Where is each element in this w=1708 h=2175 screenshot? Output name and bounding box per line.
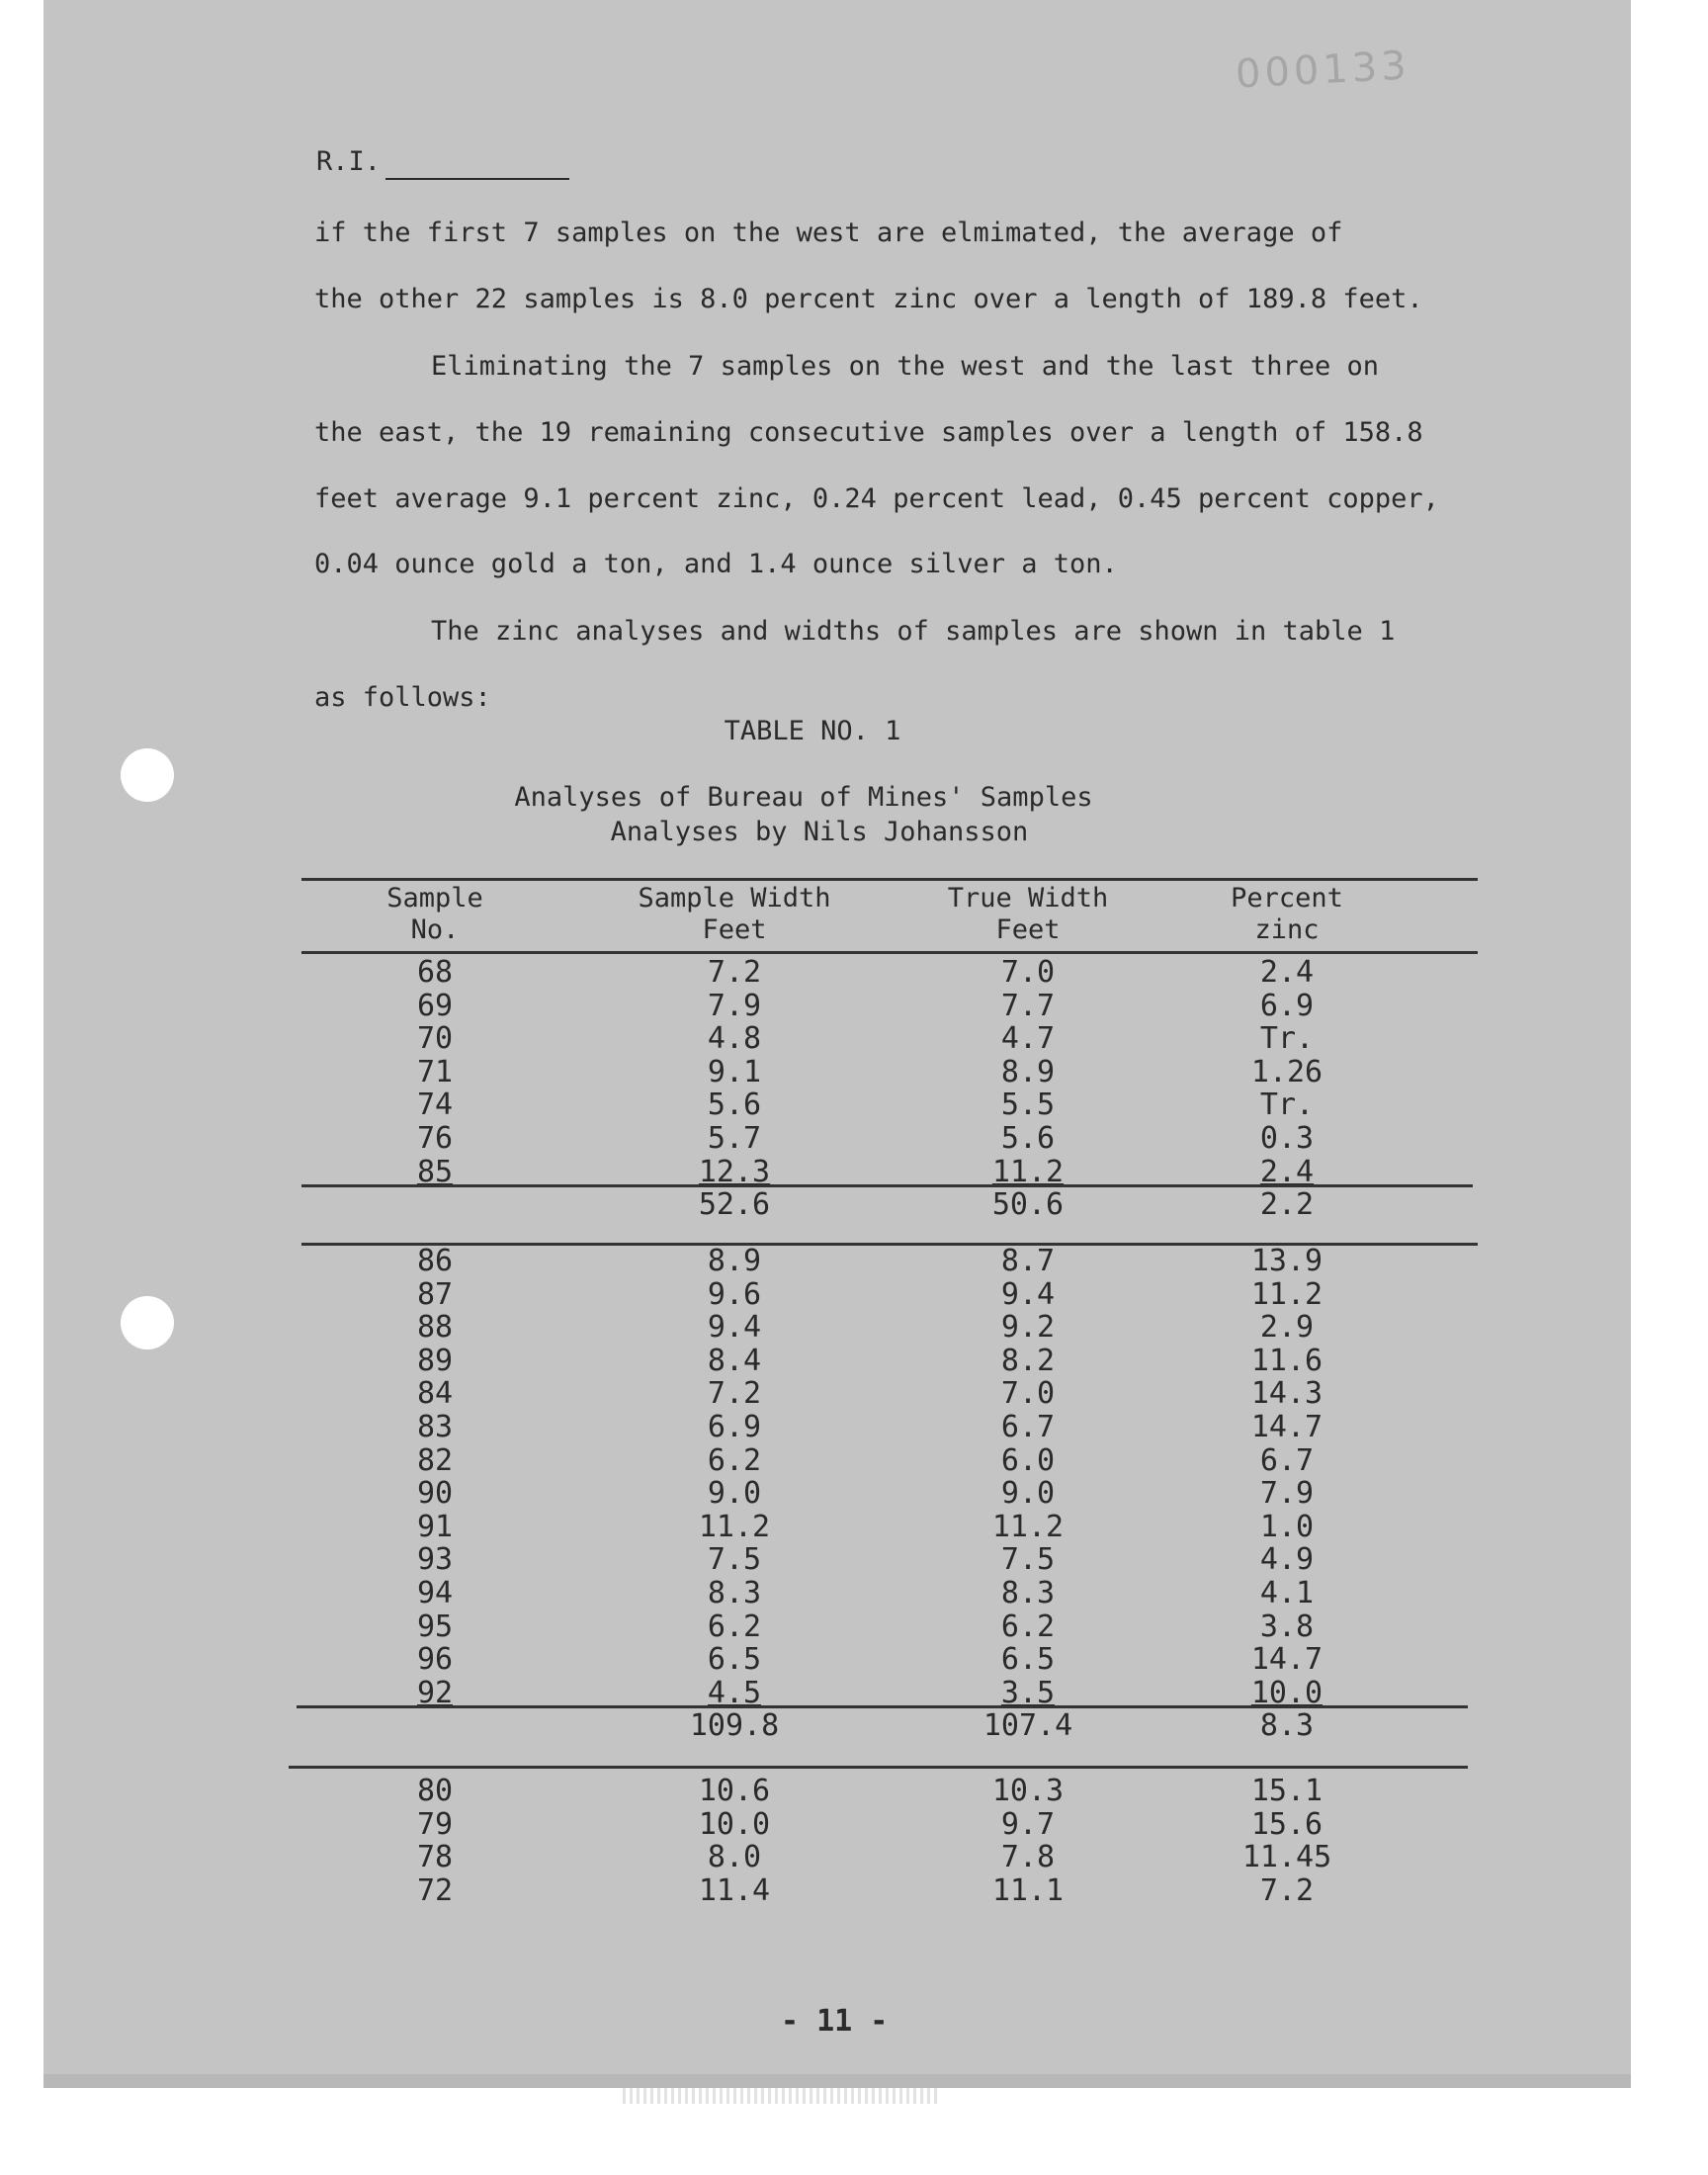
- table-row-cell: 6.2: [707, 1442, 762, 1478]
- table-row-cell: 14.3: [1250, 1376, 1324, 1412]
- table-row-cell: 74: [416, 1088, 454, 1123]
- column-header: Sample: [386, 883, 483, 914]
- table-row-cell: 9.4: [707, 1310, 762, 1346]
- subtotal-cell: 52.6: [698, 1187, 771, 1223]
- table-row-cell: 11.4: [698, 1872, 771, 1908]
- table-row-cell: 6.0: [1000, 1442, 1056, 1478]
- table-row-cell: 88: [416, 1310, 454, 1346]
- table-row-cell: 93: [416, 1542, 454, 1578]
- table-row-cell: 8.2: [1000, 1343, 1056, 1378]
- paragraph-line: The zinc analyses and widths of samples are shown in table 1: [431, 616, 1396, 647]
- table-row-cell: 7.0: [1000, 1376, 1056, 1412]
- table-row-cell: 4.5: [707, 1675, 762, 1710]
- table-row-cell: 7.2: [1259, 1872, 1315, 1908]
- table-row-cell: 6.7: [1259, 1442, 1315, 1478]
- table-row-cell: 10.0: [698, 1806, 771, 1842]
- table-row-cell: 13.9: [1250, 1244, 1324, 1278]
- page-fold-shadow: [43, 2074, 1631, 2088]
- table-row-cell: 9.7: [1000, 1806, 1056, 1842]
- table-row-cell: 79: [416, 1806, 454, 1842]
- punch-hole-bottom: [121, 1296, 174, 1349]
- table-row-cell: 11.6: [1250, 1343, 1324, 1378]
- table-row-cell: 6.5: [1000, 1642, 1056, 1678]
- table-row-cell: 10.0: [1250, 1675, 1324, 1710]
- paragraph-line: the other 22 samples is 8.0 percent zinc over a length of 189.8 feet.: [314, 284, 1423, 314]
- table-row-cell: 92: [416, 1675, 454, 1710]
- table-row-cell: 87: [416, 1276, 454, 1312]
- table-row-cell: 70: [416, 1021, 454, 1057]
- table-row-cell: 90: [416, 1476, 454, 1512]
- table-row-cell: 91: [416, 1509, 454, 1544]
- table-row-cell: 76: [416, 1121, 454, 1156]
- table-row-cell: 7.5: [707, 1542, 762, 1578]
- subtotal-cell: 2.2: [1259, 1187, 1315, 1223]
- table-row-cell: 2.4: [1259, 955, 1315, 990]
- table-row-cell: 0.3: [1259, 1121, 1315, 1156]
- column-header: Sample Width: [638, 883, 831, 914]
- table-number: TABLE NO. 1: [724, 716, 901, 746]
- table-row-cell: 8.7: [1000, 1244, 1056, 1278]
- table-row-cell: 6.5: [707, 1642, 762, 1678]
- table-rule: [301, 878, 1478, 881]
- table-row-cell: 9.6: [707, 1276, 762, 1312]
- table-row-cell: 7.2: [707, 955, 762, 990]
- table-row-cell: 8.3: [707, 1576, 762, 1610]
- table-subtitle: Analyses by Nils Johansson: [610, 817, 1029, 847]
- table-row-cell: Tr.: [1259, 1021, 1315, 1057]
- table-row-cell: 2.9: [1259, 1310, 1315, 1346]
- page-stamp-number: 000133: [1234, 43, 1411, 98]
- table-row-cell: 85: [416, 1154, 454, 1189]
- table-row-cell: 11.2: [698, 1509, 771, 1544]
- table-row-cell: 95: [416, 1609, 454, 1644]
- column-header-unit: zinc: [1254, 914, 1320, 945]
- table-row-cell: 4.1: [1259, 1576, 1315, 1610]
- table-row-cell: 5.6: [707, 1088, 762, 1123]
- subtotal-cell: 8.3: [1259, 1708, 1315, 1744]
- paragraph-line: feet average 9.1 percent zinc, 0.24 percent lead, 0.45 percent copper,: [314, 483, 1439, 514]
- table-row-cell: 1.0: [1259, 1509, 1315, 1544]
- subtotal-cell: 50.6: [991, 1187, 1065, 1223]
- table-row-cell: 2.4: [1259, 1154, 1315, 1189]
- table-row-cell: 78: [416, 1840, 454, 1875]
- table-row-cell: 6.2: [1000, 1609, 1056, 1644]
- table-row-cell: 7.7: [1000, 988, 1056, 1023]
- subtotal-cell: 109.8: [689, 1708, 780, 1744]
- table-row-cell: 11.1: [991, 1872, 1065, 1908]
- table-row-cell: 5.7: [707, 1121, 762, 1156]
- table-row-cell: 3.8: [1259, 1609, 1315, 1644]
- table-row-cell: 4.8: [707, 1021, 762, 1057]
- table-row-cell: 6.2: [707, 1609, 762, 1644]
- table-row-cell: 83: [416, 1410, 454, 1444]
- ri-label: R.I.: [316, 146, 382, 177]
- table-row-cell: 69: [416, 988, 454, 1023]
- table-row-cell: 6.9: [707, 1410, 762, 1444]
- table-row-cell: 7.9: [707, 988, 762, 1023]
- table-row-cell: 15.1: [1250, 1774, 1324, 1808]
- table-row-cell: 7.5: [1000, 1542, 1056, 1578]
- page-number: - 11 -: [781, 2004, 889, 2039]
- table-row-cell: 86: [416, 1244, 454, 1278]
- table-row-cell: 5.6: [1000, 1121, 1056, 1156]
- column-header: Percent: [1231, 883, 1343, 914]
- table-row-cell: 11.2: [991, 1509, 1065, 1544]
- column-header: True Width: [947, 883, 1109, 914]
- table-row-cell: 4.7: [1000, 1021, 1056, 1057]
- table-row-cell: 11.45: [1241, 1840, 1332, 1875]
- table-row-cell: 9.0: [1000, 1476, 1056, 1512]
- table-row-cell: 9.0: [707, 1476, 762, 1512]
- table-row-cell: 10.3: [991, 1774, 1065, 1808]
- table-rule: [289, 1766, 1468, 1769]
- scan-edge-strip: [623, 2088, 939, 2104]
- paragraph-line: Eliminating the 7 samples on the west and the last three on: [431, 351, 1380, 382]
- table-row-cell: 72: [416, 1872, 454, 1908]
- table-row-cell: 7.9: [1259, 1476, 1315, 1512]
- table-row-cell: 15.6: [1250, 1806, 1324, 1842]
- table-row-cell: 6.9: [1259, 988, 1315, 1023]
- table-row-cell: 8.9: [707, 1244, 762, 1278]
- paragraph-line: the east, the 19 remaining consecutive samples over a length of 158.8: [314, 417, 1423, 448]
- table-row-cell: 8.4: [707, 1343, 762, 1378]
- column-header-unit: Feet: [702, 914, 767, 945]
- ri-blank-line: [385, 178, 569, 180]
- table-row-cell: 14.7: [1250, 1642, 1324, 1678]
- column-header-unit: No.: [410, 914, 460, 945]
- table-row-cell: 14.7: [1250, 1410, 1324, 1444]
- table-row-cell: 9.4: [1000, 1276, 1056, 1312]
- table-row-cell: 8.0: [707, 1840, 762, 1875]
- table-row-cell: 68: [416, 955, 454, 990]
- table-row-cell: 11.2: [1250, 1276, 1324, 1312]
- table-row-cell: 4.9: [1259, 1542, 1315, 1578]
- table-row-cell: 7.0: [1000, 955, 1056, 990]
- paragraph-line: as follows:: [314, 682, 491, 713]
- table-row-cell: Tr.: [1259, 1088, 1315, 1123]
- table-row-cell: 6.7: [1000, 1410, 1056, 1444]
- table-row-cell: 9.2: [1000, 1310, 1056, 1346]
- table-row-cell: 82: [416, 1442, 454, 1478]
- table-row-cell: 8.9: [1000, 1054, 1056, 1089]
- table-row-cell: 12.3: [698, 1154, 771, 1189]
- table-row-cell: 7.2: [707, 1376, 762, 1412]
- table-row-cell: 89: [416, 1343, 454, 1378]
- table-row-cell: 84: [416, 1376, 454, 1412]
- table-row-cell: 1.26: [1250, 1054, 1324, 1089]
- column-header-unit: Feet: [995, 914, 1061, 945]
- table-row-cell: 80: [416, 1774, 454, 1808]
- table-row-cell: 11.2: [991, 1154, 1065, 1189]
- table-row-cell: 9.1: [707, 1054, 762, 1089]
- table-row-cell: 5.5: [1000, 1088, 1056, 1123]
- subtotal-cell: 107.4: [982, 1708, 1073, 1744]
- table-title: Analyses of Bureau of Mines' Samples: [514, 782, 1093, 813]
- table-row-cell: 7.8: [1000, 1840, 1056, 1875]
- table-row-cell: 94: [416, 1576, 454, 1610]
- table-rule: [301, 951, 1478, 954]
- paragraph-line: 0.04 ounce gold a ton, and 1.4 ounce silver a ton.: [314, 549, 1118, 579]
- table-row-cell: 10.6: [698, 1774, 771, 1808]
- paragraph-line: if the first 7 samples on the west are elmimated, the average of: [314, 218, 1343, 248]
- table-row-cell: 8.3: [1000, 1576, 1056, 1610]
- table-row-cell: 3.5: [1000, 1675, 1056, 1710]
- table-row-cell: 96: [416, 1642, 454, 1678]
- table-row-cell: 71: [416, 1054, 454, 1089]
